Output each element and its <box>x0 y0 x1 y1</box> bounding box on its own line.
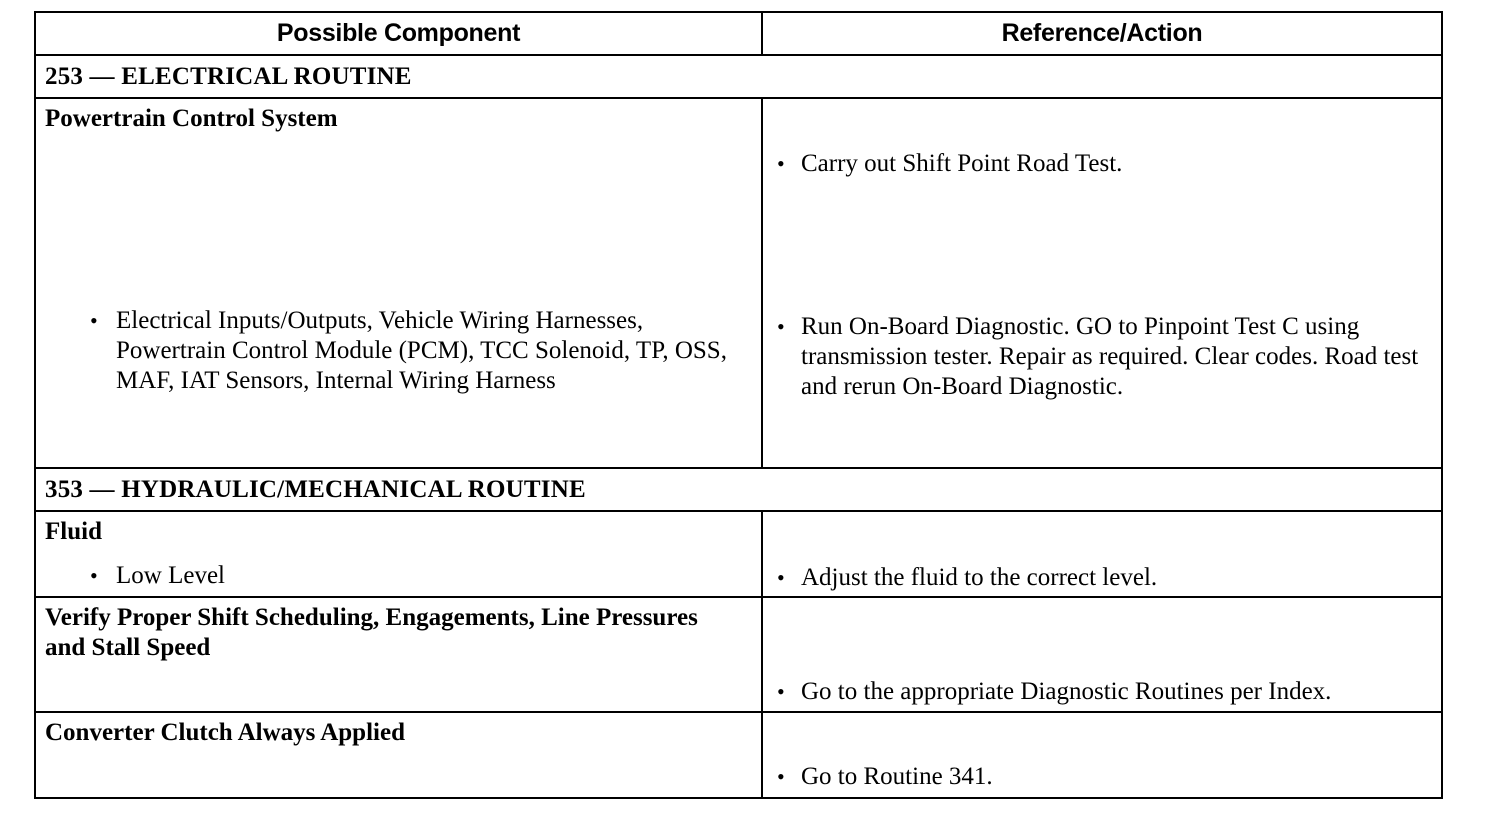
component-title: Converter Clutch Always Applied <box>45 719 405 746</box>
component-cell <box>35 98 762 468</box>
action-bullet: • Run On-Board Diagnostic. GO to Pinpoint Test C using transmission tester. Repair as required. Clear codes. Road test and rerun On-Board Diagnostic. <box>777 313 1419 400</box>
component-cell <box>35 511 762 597</box>
component-cell <box>35 597 762 712</box>
component-bullet: • Low Level <box>90 562 225 589</box>
component-cell <box>35 712 762 798</box>
table-row <box>35 712 1442 798</box>
section-row-253 <box>35 55 1442 98</box>
action-cell <box>762 98 1442 468</box>
action-bullet: • Carry out Shift Point Road Test. <box>777 150 1123 177</box>
section-row-353 <box>35 468 1442 511</box>
table-row <box>35 511 1442 597</box>
action-cell <box>762 597 1442 712</box>
bullet-dot-icon: • <box>777 764 785 789</box>
component-title: Verify Proper Shift Scheduling, Engagements, Line Pressures and Stall Speed <box>45 604 698 661</box>
action-bullet: • Adjust the fluid to the correct level. <box>777 564 1158 591</box>
component-title: Fluid <box>45 518 102 545</box>
diagnostic-table <box>34 11 1441 799</box>
bullet-dot-icon: • <box>90 563 98 588</box>
header-row <box>35 12 1442 55</box>
table-row <box>35 98 1442 468</box>
header-reference-action: Reference/Action <box>762 12 1442 55</box>
action-cell <box>762 712 1442 798</box>
bullet-dot-icon: • <box>777 314 785 339</box>
bullet-dot-icon: • <box>777 565 785 590</box>
routine-table <box>34 11 1443 799</box>
action-cell <box>762 511 1442 597</box>
header-possible-component: Possible Component <box>35 12 762 55</box>
section-title-253: 253 — ELECTRICAL ROUTINE <box>35 55 1442 98</box>
component-title: Powertrain Control System <box>45 105 338 132</box>
bullet-dot-icon: • <box>90 308 98 333</box>
action-bullet: • Go to the appropriate Diagnostic Routines per Index. <box>777 678 1332 705</box>
bullet-dot-icon: • <box>777 679 785 704</box>
table-row <box>35 597 1442 712</box>
action-bullet: • Go to Routine 341. <box>777 763 993 790</box>
component-bullet: • Electrical Inputs/Outputs, Vehicle Wiring Harnesses, Powertrain Control Module (PCM), TCC Solenoid, TP, OSS, MAF, IAT Sensors, Internal Wiring Harness <box>90 307 727 394</box>
bullet-dot-icon: • <box>777 151 785 176</box>
section-title-353: 353 — HYDRAULIC/MECHANICAL ROUTINE <box>35 468 1442 511</box>
